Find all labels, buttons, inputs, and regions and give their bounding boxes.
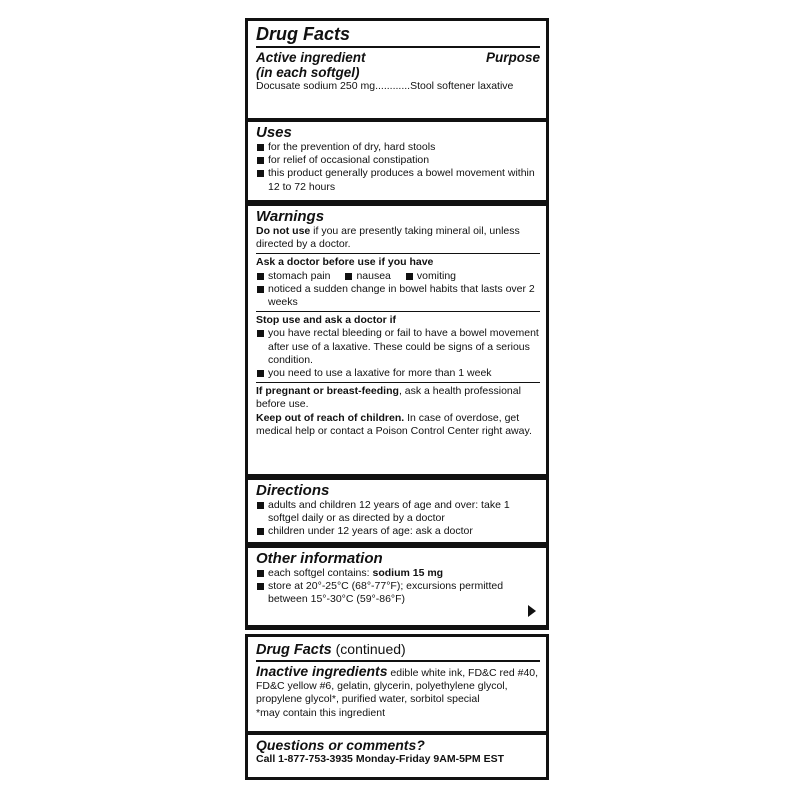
pregnant-label: If pregnant or breast-feeding	[256, 385, 399, 398]
list-item: stomach pain	[256, 270, 330, 283]
inactive-ingredients-text	[256, 664, 540, 707]
keep-out-label: Keep out of reach of children.	[256, 411, 405, 424]
stop-use-heading: Stop use and ask a doctor if	[256, 314, 397, 327]
inactive-ingredients-body: edible white ink, FD&C red #40, FD&C yellow #6, gelatin, glycerin, polyethylene glycol, propylene glycol*, purified water, sorbitol special	[256, 667, 539, 706]
list-item: this product generally produces a bowel movement within 12 to 72 hours	[256, 167, 540, 193]
list-item: for relief of occasional constipation	[256, 154, 540, 167]
keep-out-body: In case of overdose, get medical help or contact a Poison Control Center right away.	[256, 411, 532, 437]
active-ingredient-subheading: (in each softgel)	[256, 65, 360, 80]
list-item: noticed a sudden change in bowel habits that lasts over 2 weeks	[256, 283, 540, 309]
divider	[256, 382, 540, 383]
other-information-section	[248, 548, 546, 625]
ask-doctor-heading: Ask a doctor before use if you have	[256, 256, 434, 269]
uses-heading: Uses	[256, 124, 292, 141]
do-not-use-text	[256, 225, 540, 251]
list-item: vomiting	[405, 270, 456, 283]
directions-section	[248, 480, 546, 542]
sodium-value: sodium 15 mg	[372, 567, 444, 579]
list-item: children under 12 years of age: ask a doctor	[256, 525, 540, 538]
keep-out-text	[256, 412, 540, 438]
inactive-ingredients-section	[248, 637, 546, 731]
warnings-section	[248, 206, 546, 474]
other-information-heading: Other information	[256, 550, 383, 567]
questions-heading: Questions or comments?	[256, 737, 425, 753]
uses-section	[248, 122, 546, 200]
do-not-use-body: if you are presently taking mineral oil, unless directed by a doctor.	[256, 225, 520, 251]
pregnant-body: , ask a health professional before use.	[256, 385, 521, 411]
stop-use-list	[256, 327, 540, 380]
continued-title	[256, 641, 540, 659]
uses-list	[256, 141, 540, 194]
continued-suffix: (continued)	[331, 641, 406, 657]
continued-heading: Drug Facts	[256, 642, 332, 658]
list-item	[256, 567, 540, 580]
ask-doctor-inline-list	[256, 270, 540, 283]
do-not-use-label: Do not use	[256, 225, 311, 237]
sodium-text: each softgel contains:	[268, 567, 373, 579]
list-item: nausea	[344, 270, 390, 283]
divider	[256, 311, 540, 312]
pregnant-text	[256, 385, 540, 411]
drug-facts-title: Drug Facts	[256, 24, 351, 44]
divider	[256, 253, 540, 254]
list-item: for the prevention of dry, hard stools	[256, 141, 540, 154]
purpose-heading: Purpose	[485, 50, 540, 65]
active-header-row	[256, 50, 540, 65]
list-item: you need to use a laxative for more than 1 week	[256, 367, 540, 380]
active-ingredient-section	[248, 21, 546, 118]
title-rule	[256, 660, 540, 662]
ask-doctor-list	[256, 283, 540, 309]
directions-list	[256, 499, 540, 539]
inactive-footnote: *may contain this ingredient	[256, 706, 385, 719]
continued-arrow-icon	[528, 605, 536, 617]
title-rule	[256, 46, 540, 48]
drug-facts-continued-panel	[245, 634, 549, 780]
active-ingredient-heading: Active ingredient	[256, 50, 366, 65]
drug-facts-panel	[245, 18, 549, 630]
other-information-list	[256, 567, 540, 607]
list-item: store at 20°-25°C (68°-77°F); excursions permitted between 15°-30°C (59°-86°F)	[256, 580, 540, 606]
questions-section	[248, 735, 546, 777]
questions-phone-text: Call 1-877-753-3935 Monday-Friday 9AM-5PM EST	[256, 753, 505, 765]
list-item: adults and children 12 years of age and over: take 1 softgel daily or as directed by a doctor	[256, 499, 540, 525]
directions-heading: Directions	[256, 482, 330, 499]
list-item: you have rectal bleeding or fail to have a bowel movement after use of a laxative. These could be signs of a serious condition.	[256, 327, 540, 367]
inactive-ingredients-heading: Inactive ingredients	[256, 663, 388, 679]
active-ingredient-line: Docusate sodium 250 mg............Stool softener laxative	[256, 80, 514, 92]
warnings-heading: Warnings	[256, 208, 325, 225]
